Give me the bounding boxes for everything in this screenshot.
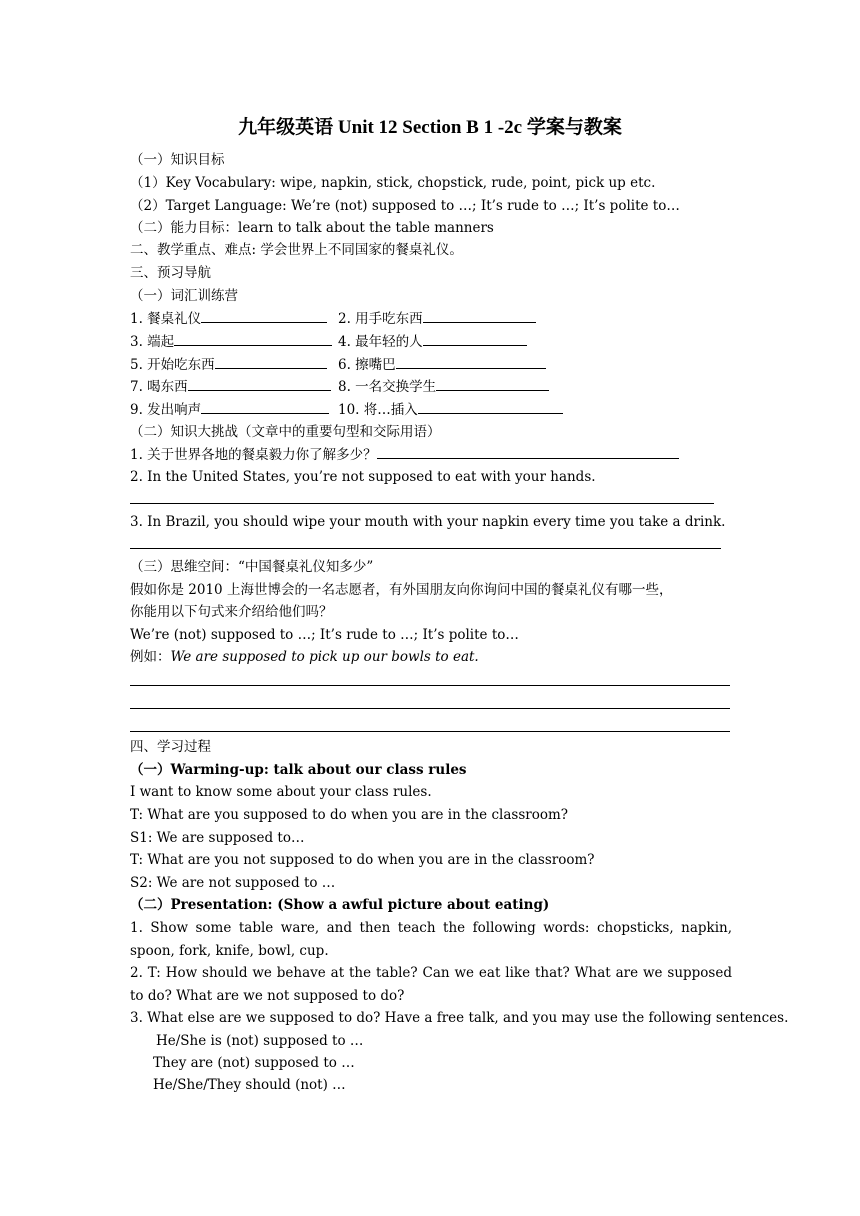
presentation-step-3: 3. What else are we supposed to do? Have a free talk, and you may use the following sentences. [130, 1010, 789, 1026]
preview-heading: 三、预习导航 [130, 265, 211, 281]
thinking-heading: （三）思维空间：“中国餐桌礼仪知多少” [130, 559, 374, 575]
example-label: 例如： [130, 649, 171, 665]
sentence-option: They are (not) supposed to … [153, 1055, 355, 1071]
vocab-row [130, 399, 329, 421]
scenario-line-2: 你能用以下句式来介绍给他们吗？ [130, 604, 333, 620]
vocab-row [130, 376, 331, 398]
key-points-line: 二、教学重点、难点: 学会世界上不同国家的餐桌礼仪。 [130, 242, 463, 258]
answer-line[interactable] [130, 685, 730, 686]
answer-line[interactable] [130, 503, 714, 504]
answer-blank[interactable] [423, 331, 527, 346]
vocab-row [338, 399, 563, 421]
answer-line[interactable] [130, 708, 730, 709]
vocab-item: 9. 发出响声 [130, 402, 202, 418]
question-1: 1. 关于世界各地的餐桌毅力你了解多少？ [130, 447, 377, 463]
vocab-row [338, 308, 536, 330]
answer-blank[interactable] [174, 331, 332, 346]
vocab-row [338, 331, 527, 353]
answer-blank[interactable] [201, 399, 329, 414]
vocab-row [338, 376, 549, 398]
example-text: We are supposed to pick up our bowls to eat. [170, 649, 479, 665]
presentation-step-2: 2. T: How should we behave at the table? Can we eat like that? What are we supposed to do? What are we not supposed to do? [130, 965, 732, 1004]
vocab-item: 7. 喝东西 [130, 379, 188, 395]
warmup-line: S2: We are not supposed to … [130, 875, 336, 891]
warmup-line: I want to know some about your class rules. [130, 784, 432, 800]
vocab-item: 5. 开始吃东西 [130, 357, 215, 373]
sentence-option: He/She is (not) supposed to … [156, 1033, 364, 1049]
page-title: 九年级英语 Unit 12 Section B 1 -2c 学案与教案 [238, 117, 622, 138]
challenge-heading: （二）知识大挑战（文章中的重要句型和交际用语） [130, 424, 441, 440]
presentation-heading [130, 894, 549, 916]
sentence-patterns: We’re (not) supposed to …; It’s rude to …; It’s polite to… [130, 627, 519, 643]
vocab-item: 3. 端起 [130, 334, 175, 350]
sentence-option: He/She/They should (not) … [153, 1077, 346, 1093]
scenario-line-1: 假如你是 2010 上海世博会的一名志愿者，有外国朋友向你询问中国的餐桌礼仪有哪一些， [130, 582, 673, 598]
warmup-line: T: What are you not supposed to do when you are in the classroom? [130, 852, 595, 868]
vocab-row [130, 354, 327, 376]
warmup-heading [130, 759, 467, 781]
vocab-row [338, 354, 546, 376]
answer-blank[interactable] [201, 308, 327, 323]
vocab-row [130, 308, 327, 330]
warmup-number: （一） [130, 762, 171, 778]
vocab-item: 1. 餐桌礼仪 [130, 311, 202, 327]
answer-blank[interactable] [418, 399, 563, 414]
question-row [130, 444, 679, 466]
question-2: 2. In the United States, you’re not supposed to eat with your hands. [130, 469, 596, 485]
answer-blank[interactable] [436, 376, 549, 391]
answer-blank[interactable] [377, 444, 679, 459]
presentation-step-1: 1. Show some table ware, and then teach the following words: chopsticks, napkin, spoon, fork, knife, bowl, cup. [130, 920, 732, 959]
ability-line: （二）能力目标：learn to talk about the table manners [130, 220, 494, 236]
vocab-camp-heading: （一）词汇训练营 [130, 288, 238, 304]
answer-blank[interactable] [423, 308, 536, 323]
vocab-item: 6. 擦嘴巴 [338, 357, 396, 373]
answer-blank[interactable] [188, 376, 331, 391]
answer-blank[interactable] [215, 354, 327, 369]
presentation-number: （二） [130, 897, 171, 913]
target-language-line: （2）Target Language: We’re (not) supposed to …; It’s rude to …; It’s polite to… [130, 198, 680, 214]
answer-line[interactable] [130, 731, 730, 732]
vocab-item: 10. 将…插入 [338, 402, 418, 418]
warmup-line: T: What are you supposed to do when you are in the classroom? [130, 807, 568, 823]
warmup-title: Warming-up: talk about our class rules [170, 762, 467, 778]
vocab-line: （1）Key Vocabulary: wipe, napkin, stick, chopstick, rude, point, pick up etc. [130, 175, 656, 191]
answer-line[interactable] [130, 548, 721, 549]
question-3: 3. In Brazil, you should wipe your mouth with your napkin every time you take a drink. [130, 514, 726, 530]
vocab-row [130, 331, 332, 353]
vocab-item: 4. 最年轻的人 [338, 334, 423, 350]
vocab-item: 2. 用手吃东西 [338, 311, 423, 327]
answer-blank[interactable] [396, 354, 546, 369]
presentation-title: Presentation: (Show a awful picture about eating) [170, 897, 550, 913]
process-heading: 四、学习过程 [130, 739, 211, 755]
knowledge-heading: （一）知识目标 [130, 152, 225, 168]
vocab-item: 8. 一名交换学生 [338, 379, 437, 395]
example-line [130, 646, 479, 668]
warmup-line: S1: We are supposed to… [130, 830, 305, 846]
